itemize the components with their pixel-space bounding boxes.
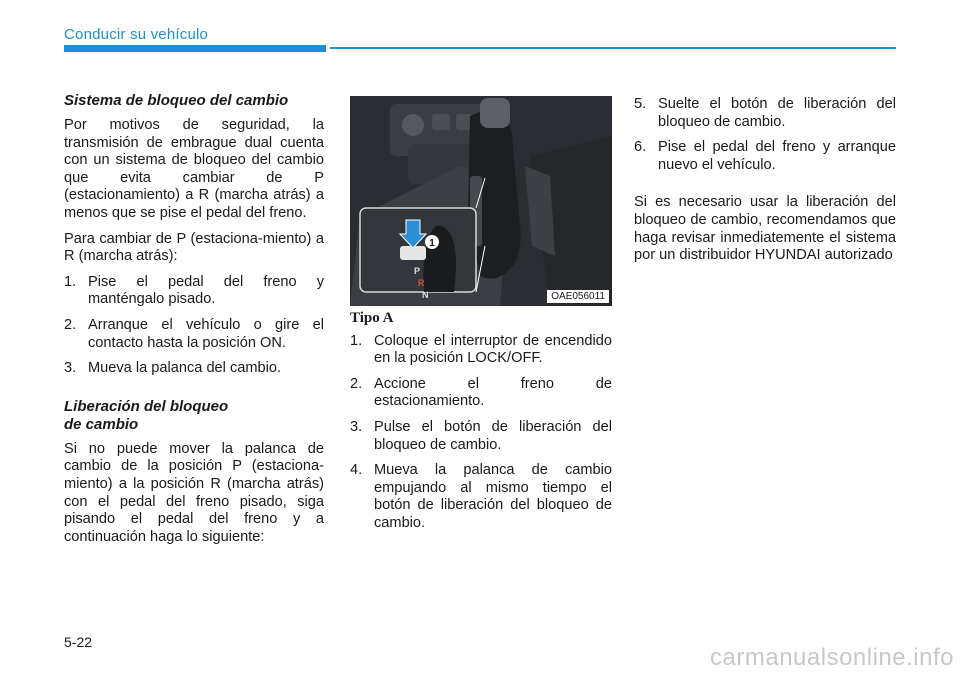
list-text: Arranque el vehículo o gire el contacto hasta la posición ON. (88, 316, 324, 351)
heading-shift-lock-release (64, 398, 324, 434)
list-item (350, 376, 612, 411)
list-text: Accione el freno de estacionamiento. (374, 375, 612, 410)
list-text: Mueva la palanca del cambio. (88, 360, 282, 377)
paragraph-shift-instructions: Para cambiar de P (estaciona-miento) a R (marcha atrás): (64, 230, 324, 265)
section-title: Conducir su vehículo (64, 26, 209, 43)
gear-letter-n: N (422, 290, 429, 300)
list-number: 3. (64, 360, 77, 377)
list-item (350, 333, 612, 368)
paragraph-intro: Por motivos de seguridad, la transmisión de embrague dual cuenta con un sistema de bloqueo del cambio que evita cambiar de P (estacionamiento) a R (marcha atrás) a menos que se pise el pedal del freno. (64, 117, 324, 221)
list-number: 2. (64, 316, 77, 333)
list-number: 3. (350, 418, 363, 435)
list-number: 1. (350, 332, 363, 349)
list-number: 1. (64, 273, 77, 290)
figure-code: OAE056011 (547, 290, 609, 303)
list-item (350, 462, 612, 532)
column-left (64, 92, 324, 554)
gear-letter-r: R (418, 278, 425, 288)
paragraph-recommendation: Si es necesario usar la liberación del bloqueo de cambio, recomendamos que haga revisar inmediatemente el sistema por un distribuidor HYUNDAI autorizado (634, 194, 896, 264)
heading-line: de cambio (64, 415, 139, 433)
list-text: Pulse el botón de liberación del bloqueo de cambio. (374, 418, 612, 453)
list-text: Suelte el botón de liberación del bloqueo de cambio. (658, 96, 896, 130)
list-number: 4. (350, 462, 363, 479)
list-item (634, 139, 896, 174)
column-right (634, 96, 896, 273)
list-number: 6. (634, 139, 647, 156)
shift-lever-figure (350, 96, 612, 306)
list-item (64, 360, 324, 378)
column-middle (350, 310, 612, 541)
list-number: 5. (634, 96, 647, 112)
watermark: carmanualsonline.info (710, 644, 954, 671)
list-item (350, 419, 612, 454)
list-text: Pise el pedal del freno y manténgalo pisado. (88, 273, 324, 308)
header-rule-thick (64, 45, 326, 52)
heading-line: Liberación del bloqueo (64, 397, 229, 415)
header-rule-thin (330, 47, 896, 49)
shift-lever-illustration (350, 96, 612, 306)
callout-number: 1 (429, 238, 435, 249)
list-text: Pise el pedal del freno y arranque nuevo el vehículo. (658, 139, 896, 173)
list-text: Mueva la palanca de cambio empujando al mismo tiempo el botón de liberación del bloqueo de cambio. (374, 462, 612, 531)
list-text: Coloque el interruptor de encendido en la posición LOCK/OFF. (374, 332, 612, 367)
page-number: 5-22 (64, 634, 93, 650)
gear-letter-p: P (414, 266, 421, 276)
list-item (64, 274, 324, 309)
list-item (64, 317, 324, 352)
heading-shift-lock-system: Sistema de bloqueo del cambio (64, 92, 289, 109)
list-number: 2. (350, 375, 363, 392)
type-label: Tipo A (350, 310, 394, 326)
list-item (634, 96, 896, 131)
paragraph-release-intro: Si no puede mover la palanca de cambio de la posición P (estaciona-miento) a la posición R (marcha atrás) con el pedal del freno pisado, siga pisando el pedal del freno y a continuación haga lo siguiente: (64, 440, 324, 545)
